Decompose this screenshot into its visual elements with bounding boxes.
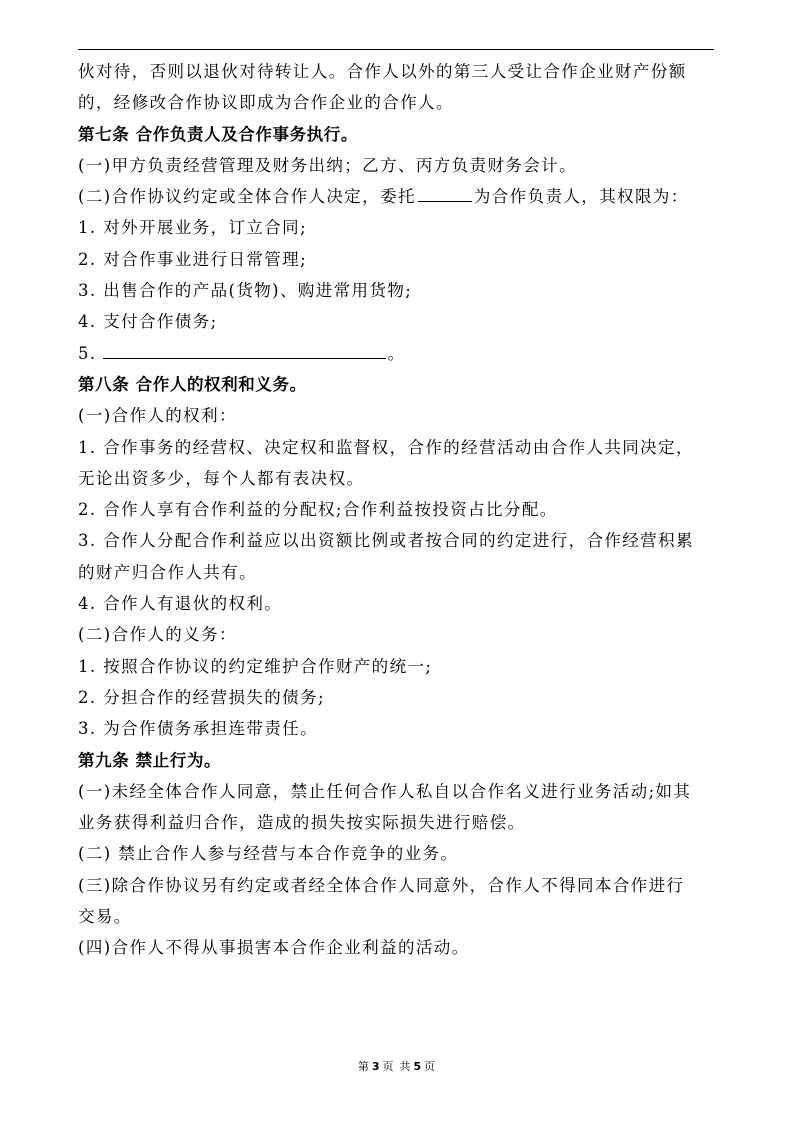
list-item: 3. 合作人分配合作利益应以出资额比例或者按合同的约定进行，合作经营积累 xyxy=(78,531,694,551)
body-line: (一)甲方负责经营管理及财务出纳；乙方、丙方负责财务会计。 xyxy=(78,155,577,175)
fill-blank-responsible-person[interactable] xyxy=(418,183,472,202)
current-page-number: 3 xyxy=(371,1060,380,1073)
list-item: 3. 出售合作的产品(货物)、购进常用货物; xyxy=(78,281,413,301)
clause-text-after: 为合作负责人，其权限为： xyxy=(473,187,689,207)
body-line: 伙对待，否则以退伙对待转让人。合作人以外的第三人受让合作企业财产份额 xyxy=(78,62,687,81)
body-line: (一)未经全体合作人同意，禁止任何合作人私自以合作名义进行业务活动;如其 xyxy=(78,781,692,801)
list-item: 2. 对合作事业进行日常管理; xyxy=(78,249,308,269)
list-item-end: 。 xyxy=(387,343,406,363)
list-item: 1. 合作事务的经营权、决定权和监督权，合作的经营活动由合作人共同决定， xyxy=(78,437,694,457)
delegation-clause xyxy=(78,181,714,212)
body-line: 的，经修改合作协议即成为合作企业的合作人。 xyxy=(78,93,454,113)
fill-blank-item-5[interactable] xyxy=(103,340,386,359)
body-line: (四)合作人不得从事损害本合作企业利益的活动。 xyxy=(78,938,470,958)
list-item: 3. 为合作债务承担连带责任。 xyxy=(78,719,318,739)
list-item: 1. 对外开展业务，订立合同; xyxy=(78,218,308,238)
footer-label: 第 xyxy=(357,1060,369,1073)
list-item-blank xyxy=(78,338,714,369)
document-body xyxy=(78,56,714,964)
article-7-heading: 第七条 合作负责人及合作事务执行。 xyxy=(78,124,358,144)
clause-text-before: (二)合作协议约定或全体合作人决定，委托 xyxy=(78,187,416,207)
total-pages-number: 5 xyxy=(413,1060,422,1073)
section-label: (二)合作人的义务： xyxy=(78,625,237,645)
body-line: 无论出资多少，每个人都有表决权。 xyxy=(78,468,365,488)
body-line: 的财产归合作人共有。 xyxy=(78,562,257,582)
list-item: 4. 合作人有退伙的权利。 xyxy=(78,594,283,614)
list-item: 4. 支付合作债务; xyxy=(78,312,218,332)
list-item: 2. 分担合作的经营损失的债务; xyxy=(78,687,325,707)
header-rule xyxy=(78,49,714,50)
section-label: (一)合作人的权利： xyxy=(78,406,237,426)
footer-label: 共 xyxy=(399,1060,411,1073)
article-8-heading: 第八条 合作人的权利和义务。 xyxy=(78,374,307,394)
body-line: 交易。 xyxy=(78,907,132,927)
list-item: 2. 合作人享有合作利益的分配权;合作利益按投资占比分配。 xyxy=(78,500,558,520)
body-line: (二) 禁止合作人参与经营与本合作竞争的业务。 xyxy=(78,844,459,864)
footer-label: 页 xyxy=(382,1060,394,1073)
footer-label: 页 xyxy=(424,1060,436,1073)
list-item: 1. 按照合作协议的约定维护合作财产的统一; xyxy=(78,656,433,676)
article-9-heading: 第九条 禁止行为。 xyxy=(78,750,222,770)
page-footer xyxy=(0,1058,793,1074)
list-item-number: 5. xyxy=(78,343,97,363)
body-line: (三)除合作协议另有约定或者经全体合作人同意外，合作人不得同本合作进行 xyxy=(78,875,685,895)
body-line: 业务获得利益归合作，造成的损失按实际损失进行赔偿。 xyxy=(78,813,526,833)
